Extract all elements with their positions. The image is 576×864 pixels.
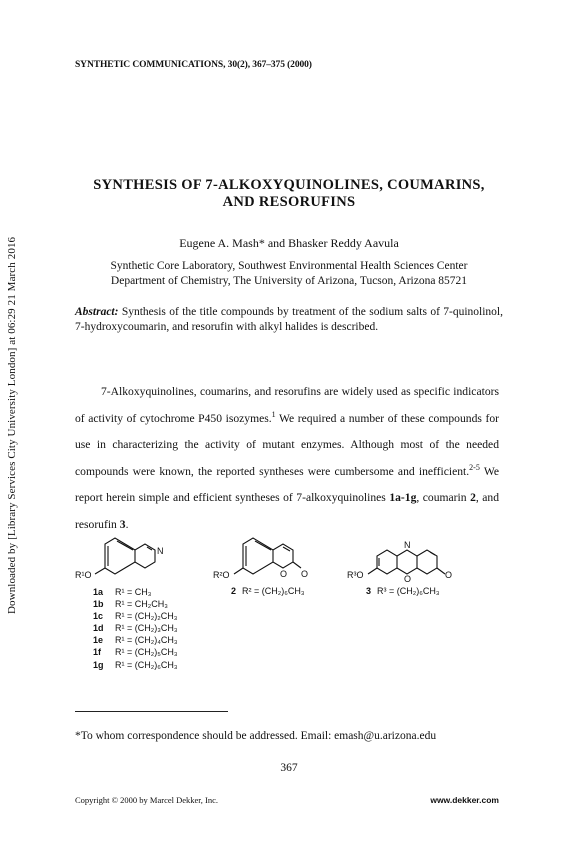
compound-ref: 3 (119, 517, 126, 531)
body-sentence-1: 7-Alkoxyquinolines, coumarins, and resorufins are widely used as specific indicators of activity of cytochrome P450 isozymes. (75, 385, 499, 425)
compound-formula: R¹ = CH₃ (115, 587, 152, 597)
quinoline-n-atom: N (157, 546, 164, 556)
resorufin-ring-o: O (404, 574, 412, 584)
compound-id: 1a (93, 587, 104, 597)
page-number: 367 (280, 762, 298, 774)
compound-id: 1c (93, 611, 104, 622)
body-text: . (125, 517, 129, 531)
article-title-line1: SYNTHESIS OF 7-ALKOXYQUINOLINES, COUMARINS, (93, 177, 485, 193)
footnote-divider (75, 711, 228, 712)
compound-formula: R¹ = (CH₂)₅CH₃ (115, 647, 178, 658)
coumarin-ring-o: O (280, 569, 288, 579)
compound-id: 1b (93, 599, 104, 610)
resorufin-caption (366, 586, 440, 596)
compound-id: 1e (93, 635, 104, 646)
compound-ref: 2 (470, 491, 476, 504)
body-sentence-3: We report herein simple and efficient syntheses of 7-alkoxyquinolines (75, 464, 499, 504)
list-item (93, 646, 178, 658)
affiliation-line2: Department of Chemistry, The University of Arizona, Tucson, Arizona 85721 (110, 275, 468, 287)
authors: Eugene A. Mash* and Bhasker Reddy Aavula (179, 236, 399, 250)
running-head: SYNTHETIC COMMUNICATIONS, 30(2), 367–375 (2000) (75, 60, 312, 70)
compound-formula: R¹ = (CH₂)₄CH₃ (115, 635, 178, 646)
compound-formula: R³ = (CH₂)₆CH₃ (377, 586, 440, 596)
body-sentence-2: We required a number of these compounds for use in characterizing the activity of mutant enzymes. Although most of the needed compounds were known, the reported syntheses were cumbersome and inefficient. (75, 411, 499, 478)
body-paragraph (75, 379, 499, 538)
coumarin-structure (234, 538, 301, 574)
compound-id: 1f (93, 647, 102, 658)
compound-formula: R¹ = CH₂CH₃ (115, 599, 168, 610)
abstract-text: Synthesis of the title compounds by treatment of the sodium salts of 7-quinolinol, 7-hydroxycoumarin, and resorufin with alkyl halides is described. (75, 306, 503, 333)
quinoline-structure (95, 538, 155, 574)
coumarin-carbonyl-o: O (301, 569, 309, 579)
abstract-label: Abstract: (75, 306, 119, 318)
r2o-label: R²O (213, 570, 230, 580)
resorufin-carbonyl-o: O (445, 570, 453, 580)
coumarin-caption (231, 586, 305, 596)
r1o-label: R¹O (75, 570, 92, 580)
compound-id: 3 (366, 586, 372, 596)
copyright: Copyright © 2000 by Marcel Dekker, Inc. (75, 795, 219, 805)
citation-ref: 2-5 (469, 462, 480, 472)
abstract (75, 305, 503, 335)
compound-formula: R¹ = (CH₂)₃CH₃ (115, 623, 178, 634)
compound-id: 2 (231, 586, 237, 596)
compound-formula: R¹ = (CH₂)₂CH₃ (115, 611, 178, 622)
list-item (93, 598, 178, 610)
compound-id: 1d (93, 623, 104, 634)
list-item (93, 622, 178, 634)
list-item (93, 586, 178, 598)
compound-formula: R¹ = (CH₂)₆CH₃ (115, 659, 178, 670)
article-title-line2: AND RESORUFINS (222, 194, 356, 210)
resorufin-n-atom: N (404, 540, 411, 550)
r3o-label: R³O (347, 570, 364, 580)
chemical-structures (75, 528, 505, 584)
quinoline-substituent-list (93, 586, 178, 671)
compound-ref: 1a-1g (389, 491, 417, 504)
body-text: , and resorufin (75, 491, 499, 531)
resorufin-structure (368, 550, 445, 574)
footnote: *To whom correspondence should be addressed. Email: emash@u.arizona.edu (75, 730, 437, 742)
list-item (93, 659, 178, 671)
compound-formula: R² = (CH₂)₆CH₃ (242, 586, 305, 596)
affiliation-line1: Synthetic Core Laboratory, Southwest Environmental Health Sciences Center (110, 260, 468, 272)
body-text: , coumarin (416, 491, 471, 504)
list-item (93, 634, 178, 646)
publisher-website: www.dekker.com (430, 795, 499, 805)
citation-ref: 1 (271, 409, 276, 419)
compound-id: 1g (93, 659, 104, 670)
list-item (93, 610, 178, 622)
download-watermark: Downloaded by [Library Services City University London] at 06:29 21 March 2016 (6, 236, 18, 614)
